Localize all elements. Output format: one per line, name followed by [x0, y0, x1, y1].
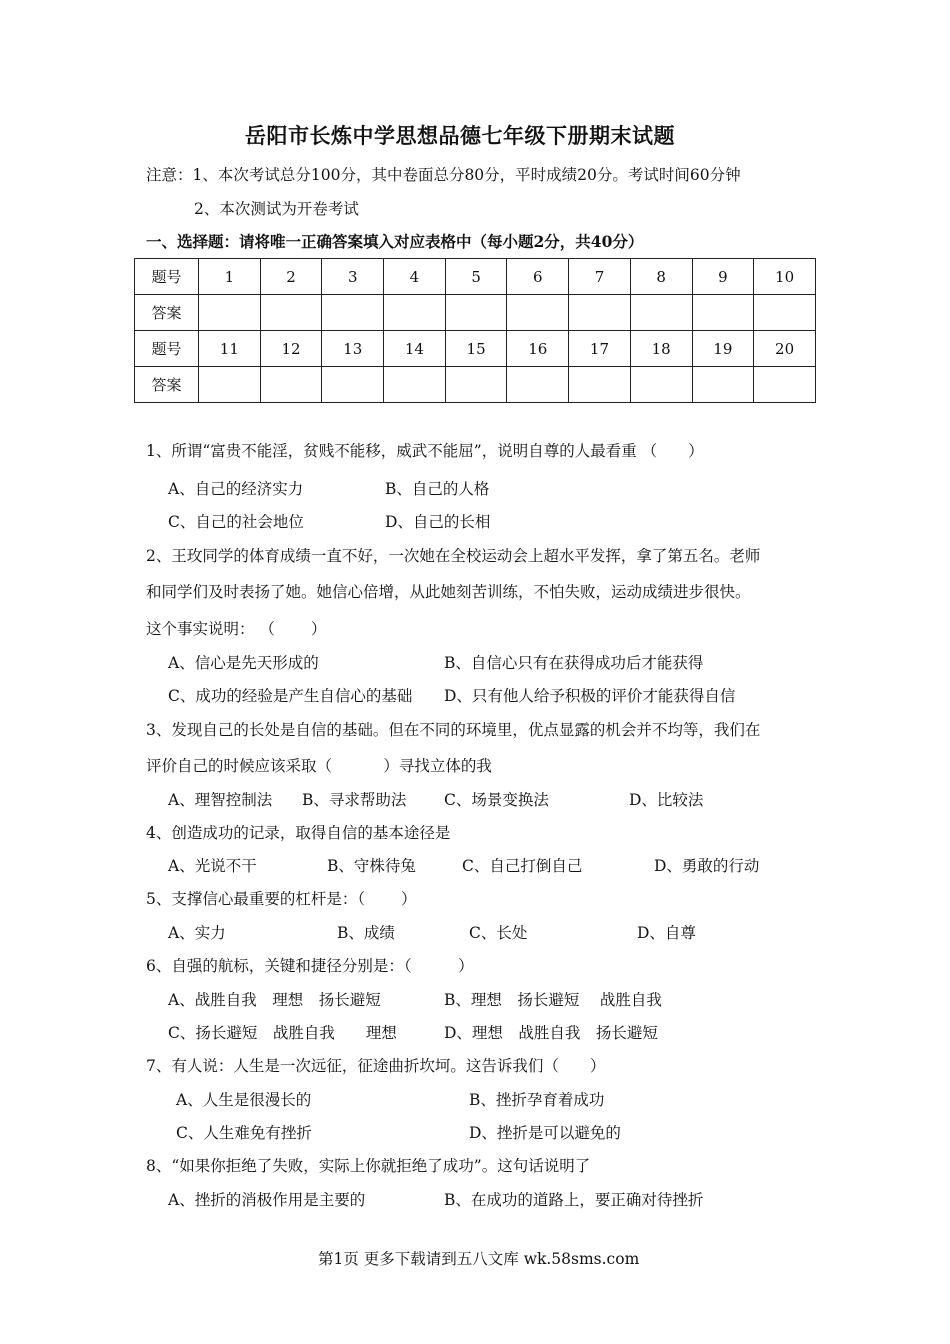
q3-option-b: B、寻求帮助法	[302, 791, 407, 809]
q1-option-b: B、自己的人格	[385, 480, 490, 498]
question-number-cell: 19	[692, 331, 754, 367]
answer-cell[interactable]	[322, 367, 384, 403]
q6-option-d: D、理想 战胜自我 扬长避短	[444, 1024, 658, 1042]
q7-stem: 7、有人说：人生是一次远征，征途曲折坎坷。这告诉我们（ ）	[146, 1057, 606, 1075]
q7-option-d: D、挫折是可以避免的	[469, 1124, 621, 1142]
q5-option-a: A、实力	[168, 924, 226, 942]
answer-cell[interactable]	[692, 367, 754, 403]
answer-cell[interactable]	[754, 367, 816, 403]
answer-cell[interactable]	[569, 295, 631, 331]
q2-option-d: D、只有他人给予积极的评价才能获得自信	[444, 687, 736, 705]
q3-option-d: D、比较法	[629, 791, 704, 809]
row-header-cell: 题号	[135, 331, 199, 367]
q5-stem: 5、支撑信心最重要的杠杆是：（ ）	[146, 890, 417, 908]
question-number-cell: 3	[322, 259, 384, 295]
answer-cell[interactable]	[445, 295, 507, 331]
question-number-cell: 11	[199, 331, 261, 367]
answer-cell[interactable]	[754, 295, 816, 331]
answer-cell[interactable]	[322, 295, 384, 331]
q2-stem-3: 这个事实说明： （ ）	[146, 620, 327, 638]
q6-stem: 6、自强的航标，关键和捷径分别是：（ ）	[146, 957, 474, 975]
q6-option-a: A、战胜自我 理想 扬长避短	[168, 991, 381, 1009]
question-number-cell: 18	[630, 331, 692, 367]
answer-cell[interactable]	[199, 295, 261, 331]
q1-option-c: C、自己的社会地位	[168, 513, 304, 531]
q2-option-b: B、自信心只有在获得成功后才能获得	[444, 654, 704, 672]
answer-table	[134, 258, 816, 403]
answer-cell[interactable]	[260, 367, 322, 403]
answer-cell[interactable]	[260, 295, 322, 331]
q4-option-b: B、守株待兔	[327, 857, 416, 875]
question-number-cell: 9	[692, 259, 754, 295]
q3-stem-1: 3、发现自己的长处是自信的基础。但在不同的环境里，优点显露的机会并不均等，我们在	[146, 721, 761, 739]
q3-option-c: C、场景变换法	[444, 791, 549, 809]
answer-cell[interactable]	[384, 367, 446, 403]
q1-stem: 1、所谓“富贵不能淫，贫贱不能移，威武不能屈”，说明自尊的人最看重 （ ）	[146, 442, 704, 460]
answer-cell[interactable]	[569, 367, 631, 403]
question-number-cell: 16	[507, 331, 569, 367]
row-header-cell: 题号	[135, 259, 199, 295]
answer-cell[interactable]	[384, 295, 446, 331]
q3-option-a: A、理智控制法	[168, 791, 273, 809]
table-row	[135, 295, 816, 331]
question-number-cell: 15	[445, 331, 507, 367]
question-number-cell: 6	[507, 259, 569, 295]
note-line-2: 2、本次测试为开卷考试	[194, 200, 359, 218]
answer-cell[interactable]	[630, 295, 692, 331]
answer-cell[interactable]	[507, 295, 569, 331]
question-number-cell: 20	[754, 331, 816, 367]
q5-option-b: B、成绩	[337, 924, 395, 942]
q7-option-c: C、人生难免有挫折	[176, 1124, 312, 1142]
q5-option-c: C、长处	[469, 924, 528, 942]
q8-option-b: B、在成功的道路上，要正确对待挫折	[444, 1191, 704, 1209]
q6-option-b: B、理想 扬长避短 战胜自我	[444, 991, 662, 1009]
q2-stem-1: 2、王玫同学的体育成绩一直不好，一次她在全校运动会上超水平发挥，拿了第五名。老师	[146, 547, 761, 565]
answer-cell[interactable]	[199, 367, 261, 403]
question-number-cell: 5	[445, 259, 507, 295]
page-footer: 第1页 更多下载请到五八文库 wk.58sms.com	[318, 1250, 640, 1268]
question-number-cell: 10	[754, 259, 816, 295]
q7-option-a: A、人生是很漫长的	[176, 1091, 312, 1109]
section-heading: 一、选择题：请将唯一正确答案填入对应表格中（每小题2分，共40分）	[146, 232, 644, 251]
table-row	[135, 259, 816, 295]
answer-cell[interactable]	[630, 367, 692, 403]
q4-option-a: A、光说不干	[168, 857, 257, 875]
question-number-cell: 4	[384, 259, 446, 295]
q2-option-a: A、信心是先天形成的	[168, 654, 319, 672]
question-number-cell: 7	[569, 259, 631, 295]
q8-option-a: A、挫折的消极作用是主要的	[168, 1191, 366, 1209]
answer-cell[interactable]	[507, 367, 569, 403]
q7-option-b: B、挫折孕育着成功	[469, 1091, 605, 1109]
question-number-cell: 12	[260, 331, 322, 367]
q3-stem-2: 评价自己的时候应该采取（ ）寻找立体的我	[146, 757, 492, 775]
note-line-1: 注意：1、本次考试总分100分，其中卷面总分80分，平时成绩20分。考试时间60分钟	[146, 166, 741, 184]
q4-stem: 4、创造成功的记录，取得自信的基本途径是	[146, 824, 451, 842]
q2-option-c: C、成功的经验是产生自信心的基础	[168, 687, 413, 705]
question-number-cell: 13	[322, 331, 384, 367]
q1-option-a: A、自己的经济实力	[168, 480, 304, 498]
q6-option-c: C、扬长避短 战胜自我 理想	[168, 1024, 397, 1042]
question-number-cell: 14	[384, 331, 446, 367]
row-header-cell: 答案	[135, 295, 199, 331]
answer-cell[interactable]	[445, 367, 507, 403]
question-number-cell: 2	[260, 259, 322, 295]
answer-cell[interactable]	[692, 295, 754, 331]
question-number-cell: 17	[569, 331, 631, 367]
q4-option-d: D、勇敢的行动	[654, 857, 760, 875]
page-title: 岳阳市长炼中学思想品德七年级下册期末试题	[245, 123, 675, 148]
table-row	[135, 331, 816, 367]
q4-option-c: C、自己打倒自己	[462, 857, 583, 875]
question-number-cell: 1	[199, 259, 261, 295]
q8-stem: 8、“如果你拒绝了失败，实际上你就拒绝了成功”。这句话说明了	[146, 1157, 591, 1175]
q2-stem-2: 和同学们及时表扬了她。她信心倍增，从此她刻苦训练，不怕失败，运动成绩进步很快。	[146, 583, 751, 601]
q1-option-d: D、自己的长相	[385, 513, 491, 531]
q5-option-d: D、自尊	[637, 924, 696, 942]
question-number-cell: 8	[630, 259, 692, 295]
table-row	[135, 367, 816, 403]
row-header-cell: 答案	[135, 367, 199, 403]
